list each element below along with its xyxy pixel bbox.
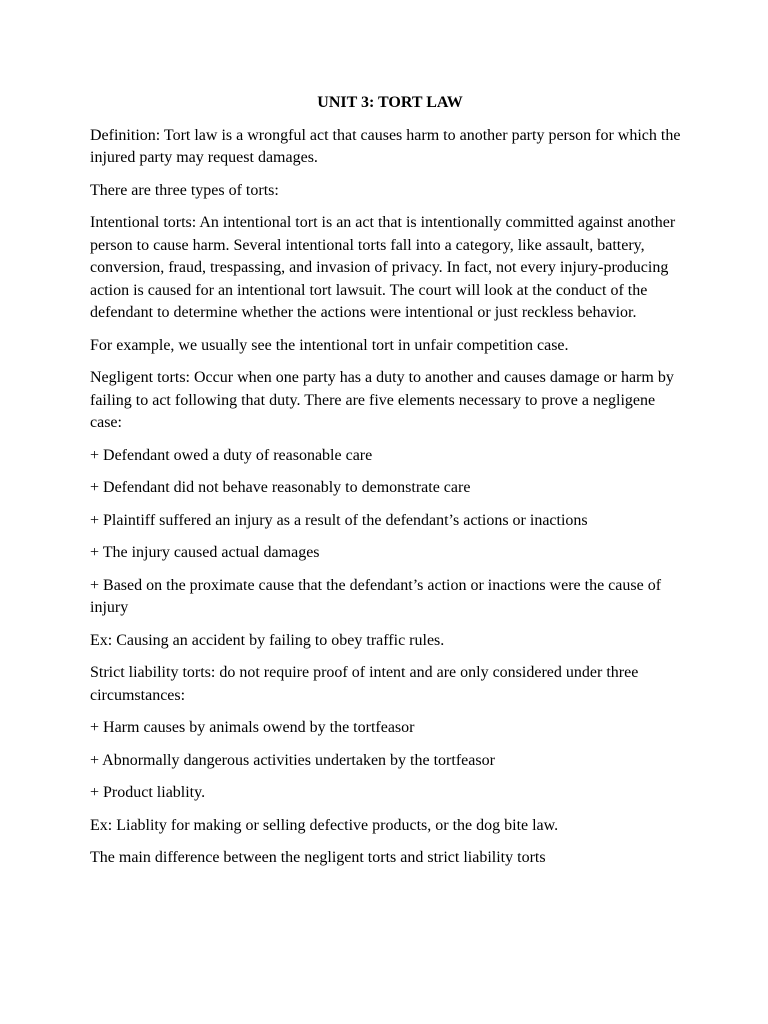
paragraph-intentional-torts: Intentional torts: An intentional tort is an act that is intentionally committed against another person to cause harm. Several intentional torts fall into a category, like assault, battery, conversion, fraud, trespassing, and invasion of privacy. In fact, not every injury-producing action is caused for an intentional tort lawsuit. The court will look at the conduct of the defendant to determine whether the actions were intentional or just reckless behavior. — [90, 214, 676, 321]
paragraph-types-intro: There are three types of torts: — [90, 181, 279, 199]
paragraph-negligent-example: Ex: Causing an accident by failing to obey traffic rules. — [90, 631, 445, 649]
list-item-damages: + The injury caused actual damages — [90, 544, 320, 561]
paragraph-strict-liability: Strict liability torts: do not require proof of intent and are only considered under three circumstances: — [90, 664, 639, 704]
list-item-breach: + Defendant did not behave reasonably to demonstrate care — [90, 479, 471, 496]
list-item-injury: + Plaintiff suffered an injury as a result of the defendant’s actions or inactions — [90, 511, 588, 529]
paragraph-intentional-example: For example, we usually see the intentional tort in unfair competition case. — [90, 336, 569, 354]
paragraph-main-difference: The main difference between the negligent torts and strict liability torts — [90, 849, 546, 866]
paragraph-definition: Definition: Tort law is a wrongful act that causes harm to another party person for which the injured party may request damages. — [90, 126, 681, 166]
list-item-dangerous-activities: + Abnormally dangerous activities undertaken by the tortfeasor — [90, 751, 495, 769]
list-item-duty-of-care: + Defendant owed a duty of reasonable care — [90, 446, 373, 464]
list-item-proximate-cause: + Based on the proximate cause that the defendant’s action or inactions were the cause of injury — [90, 576, 662, 616]
document-title: UNIT 3: TORT LAW — [317, 94, 463, 111]
paragraph-strict-example: Ex: Liablity for making or selling defective products, or the dog bite law. — [90, 816, 559, 834]
paragraph-negligent-torts: Negligent torts: Occur when one party has a duty to another and causes damage or harm by failing to act following that duty. There are five elements necessary to prove a negligene case: — [90, 369, 674, 431]
list-item-animals: + Harm causes by animals owend by the tortfeasor — [90, 719, 415, 736]
document-page — [90, 92, 690, 880]
list-item-product-liability: + Product liablity. — [90, 784, 206, 801]
